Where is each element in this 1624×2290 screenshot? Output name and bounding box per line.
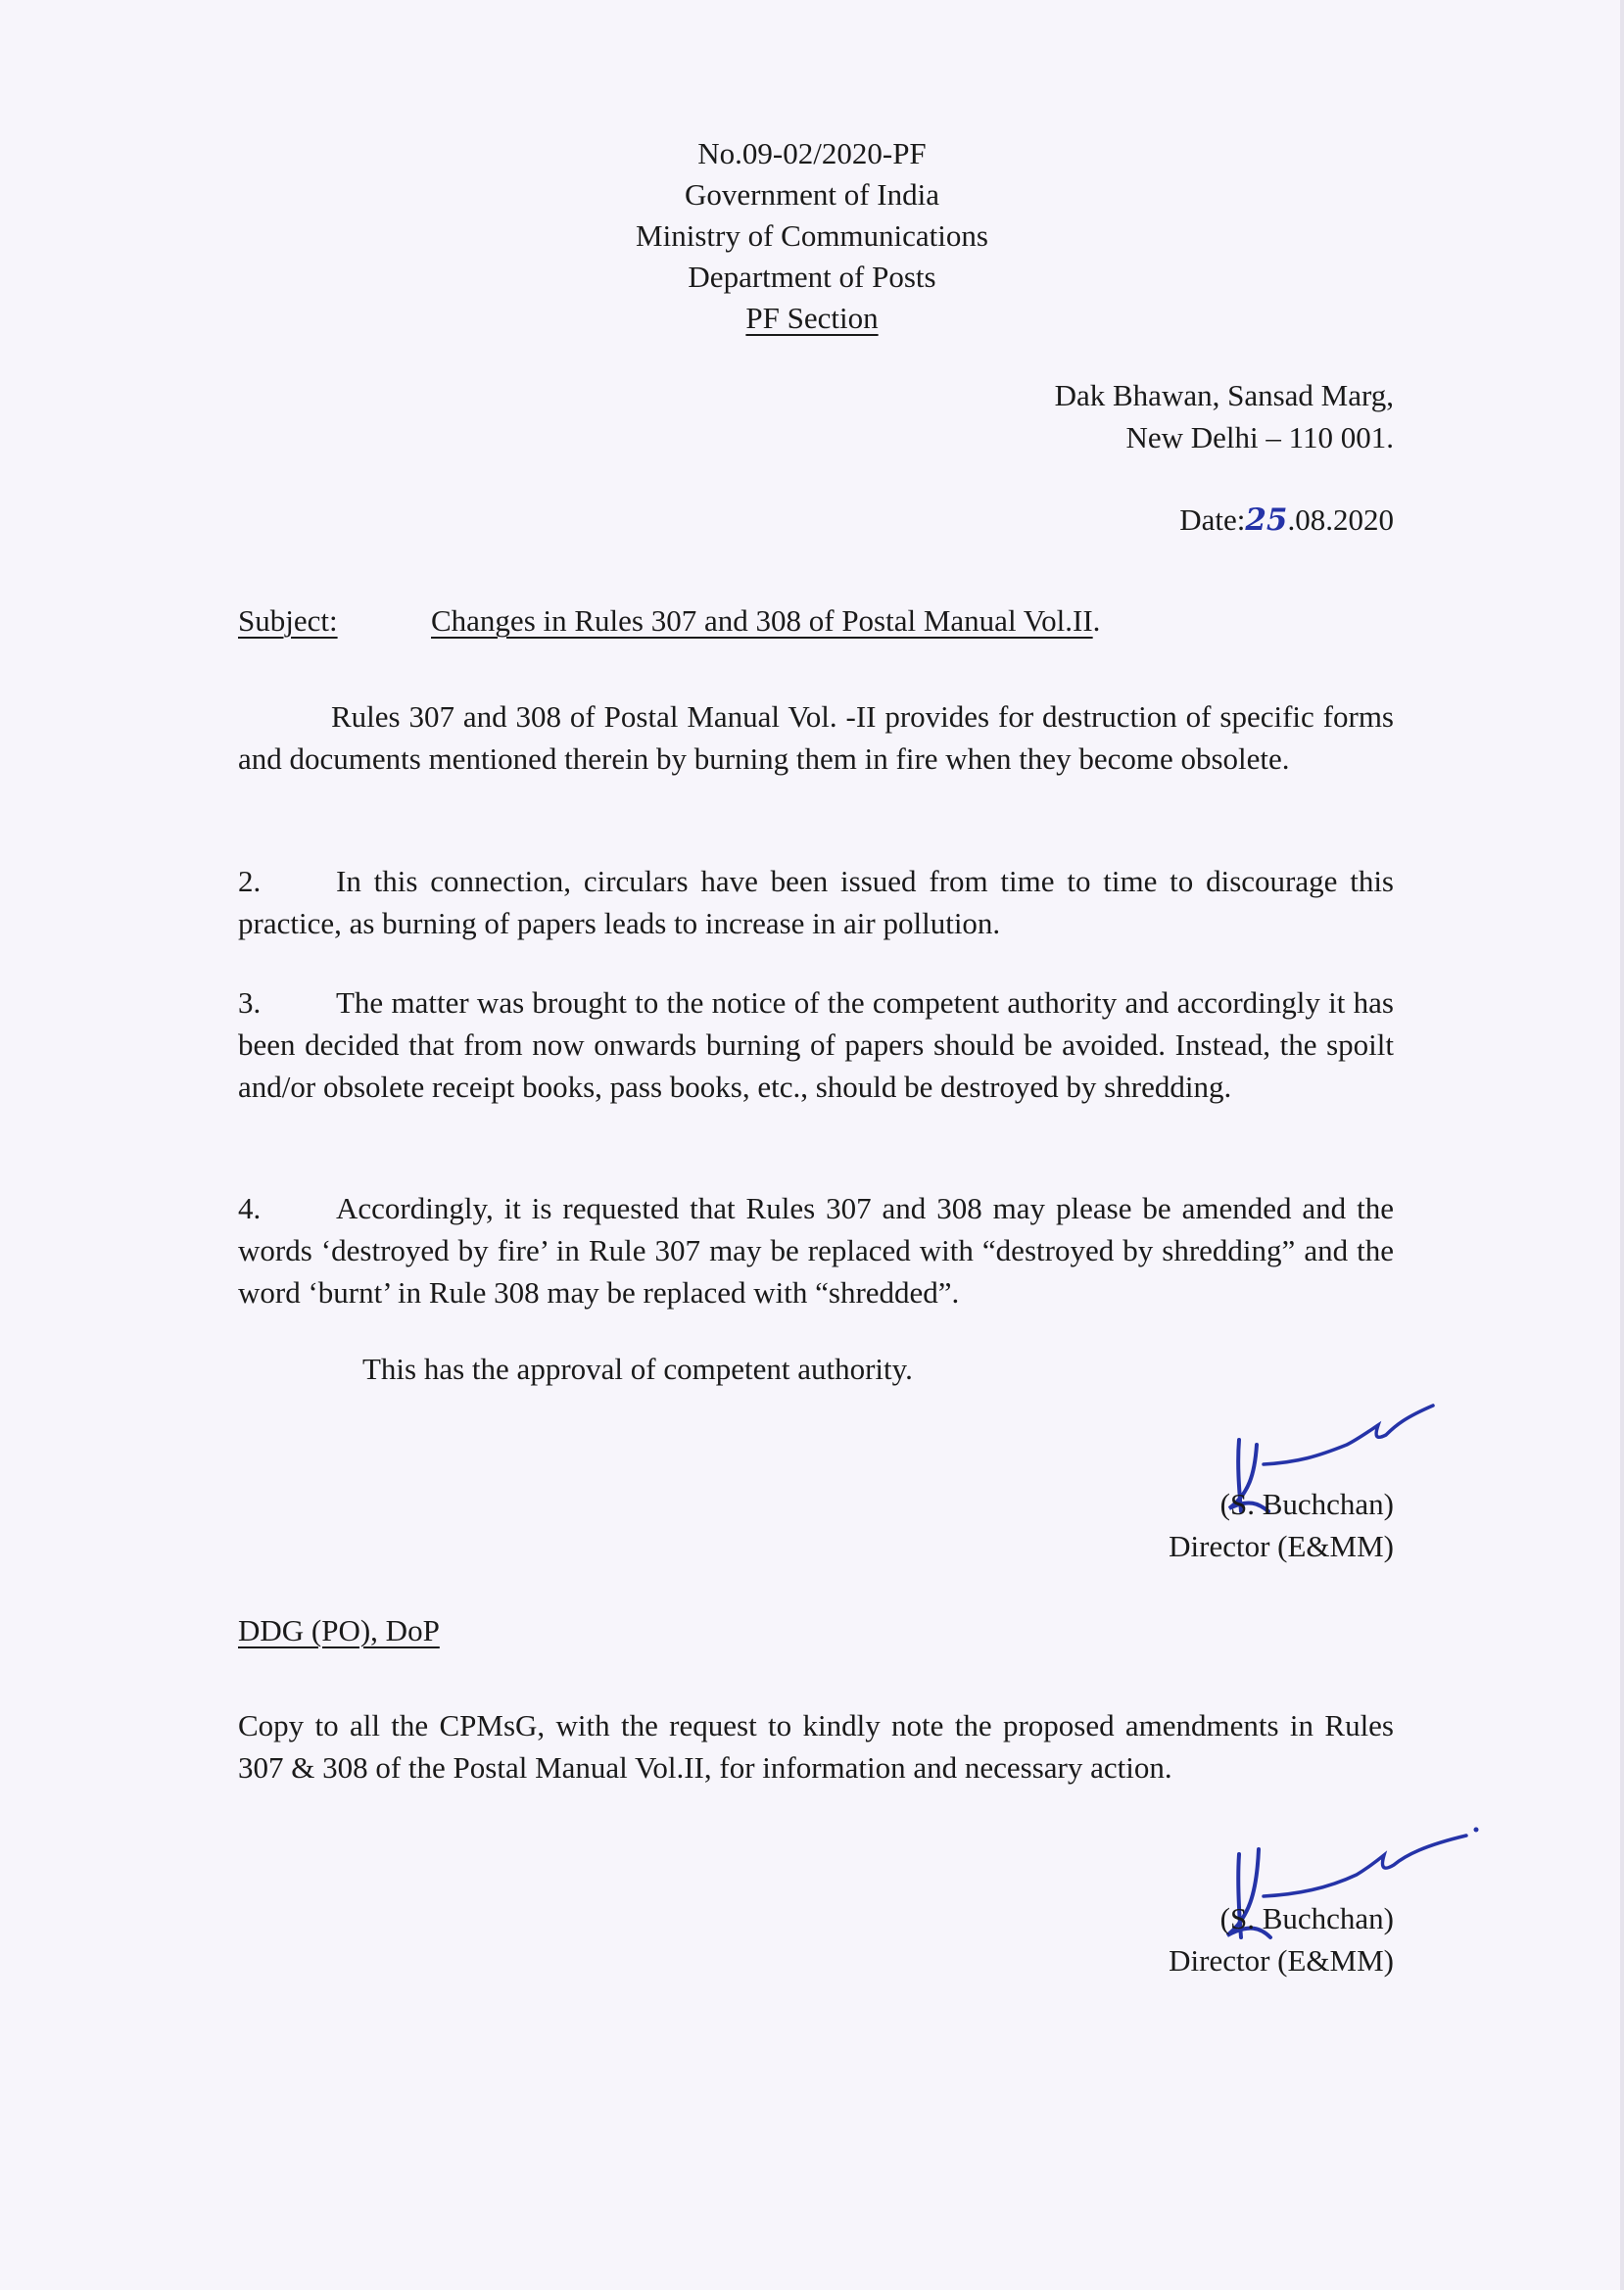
paragraph-2-text: In this connection, circulars have been issued from time to time to discourage this practice, as burning of papers leads to increase in air pollution. [238,864,1394,940]
page-edge [1620,0,1624,2290]
signatory-1-name: (S. Buchchan) [1219,1487,1394,1521]
paragraph-3 [238,981,1394,1108]
subject-text-value: Changes in Rules 307 and 308 of Postal Manual Vol.II [431,603,1093,638]
paragraph-1-text: Rules 307 and 308 of Postal Manual Vol. -II provides for destruction of specific forms and documents mentioned therein by burning them in fire when they become obsolete. [238,699,1394,776]
date-label: Date: [1179,502,1246,537]
paragraph-2-number: 2. [238,864,262,898]
paragraph-3-number: 3. [238,985,262,1020]
signatory-1-designation: Director (E&MM) [1169,1529,1394,1563]
subject-trail: . [1092,603,1101,638]
paragraph-4 [238,1187,1394,1313]
document-date [1179,499,1394,542]
section-name: PF Section [745,301,879,335]
section-wrapper [0,297,1624,339]
paragraph-2 [238,860,1394,944]
date-day-handwritten: 25 [1245,502,1288,538]
subject-label [238,599,338,642]
government-name: Government of India [685,177,939,212]
signatory-2-designation: Director (E&MM) [1169,1943,1394,1978]
department-name: Department of Posts [688,260,936,294]
address-line-2: New Delhi – 110 001. [1125,420,1394,454]
date-rest: .08.2020 [1287,502,1394,537]
paragraph-4-text: Accordingly, it is requested that Rules 307 and 308 may please be amended and the words ‘destroyed by fire’ in Rule 307 may be replaced with “destroyed by shredding” and the word ‘burnt’ in Rule 308 may be replaced with “shredded”. [238,1191,1394,1310]
file-number: No.09-02/2020-PF [697,136,927,170]
paragraph-3-text: The matter was brought to the notice of the competent authority and accordingly it has been decided that from now onwards burning of papers should be avoided. Instead, the spoilt and/or obsolete receipt books, pass books, etc., should be destroyed by shredding. [238,985,1394,1104]
paragraph-1 [238,695,1394,780]
paragraph-4-number: 4. [238,1191,262,1225]
addressee-text: DDG (PO), DoP [238,1613,440,1647]
signatory-2-name: (S. Buchchan) [1219,1901,1394,1935]
copy-to-note: Copy to all the CPMsG, with the request to kindly note the proposed amendments in Rules 307 & 308 of the Postal Manual Vol.II, for information and necessary action. [238,1708,1394,1785]
subject-label-text: Subject: [238,603,338,638]
approval-note: This has the approval of competent authority. [362,1352,913,1386]
address-line-1: Dak Bhawan, Sansad Marg, [1054,378,1394,412]
addressee [238,1609,440,1651]
subject-text [431,599,1100,642]
ministry-name: Ministry of Communications [636,218,988,253]
